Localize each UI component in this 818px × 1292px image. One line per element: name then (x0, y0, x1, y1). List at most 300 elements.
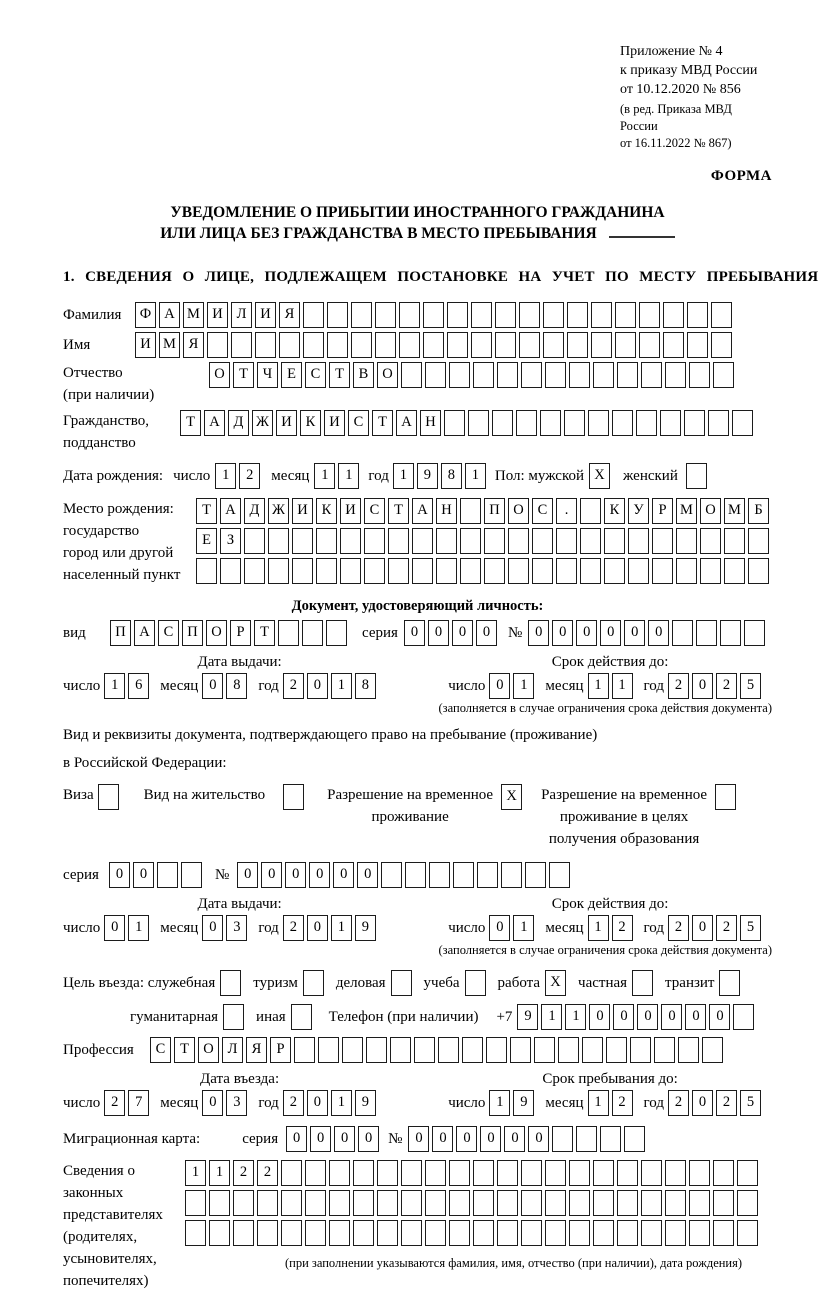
birth-place-box[interactable] (652, 558, 673, 584)
profession-box[interactable]: Р (270, 1037, 291, 1063)
birth-place-box[interactable] (508, 558, 529, 584)
purpose-private-box[interactable] (632, 970, 653, 996)
doc-type-box[interactable] (278, 620, 299, 646)
citizenship-box[interactable]: И (324, 410, 345, 436)
surname-box[interactable]: Ф (135, 302, 156, 328)
citizenship-box[interactable] (588, 410, 609, 436)
patronymic-box[interactable]: В (353, 362, 374, 388)
legal-representative-box[interactable] (545, 1190, 566, 1216)
profession-box[interactable] (462, 1037, 483, 1063)
citizenship-box[interactable]: Ж (252, 410, 273, 436)
birth-place-box[interactable] (292, 558, 313, 584)
legal-representative-box[interactable] (257, 1220, 278, 1246)
given-name-box[interactable] (687, 332, 708, 358)
residence-number-box[interactable] (549, 862, 570, 888)
residence-number-box[interactable] (525, 862, 546, 888)
profession-box[interactable] (558, 1037, 579, 1063)
doc-number-box[interactable]: 0 (600, 620, 621, 646)
stay-month-box[interactable]: 1 (588, 1090, 609, 1116)
doc-number-box[interactable]: 0 (552, 620, 573, 646)
doc-number-box[interactable] (720, 620, 741, 646)
purpose-official-box[interactable] (220, 970, 241, 996)
stay-year-box[interactable]: 2 (716, 1090, 737, 1116)
doc-type-box[interactable]: П (110, 620, 131, 646)
surname-box[interactable] (663, 302, 684, 328)
citizenship-box[interactable] (540, 410, 561, 436)
migration-number-box[interactable] (624, 1126, 645, 1152)
profession-box[interactable] (438, 1037, 459, 1063)
birth-place-box[interactable] (676, 558, 697, 584)
residence-valid-year-box[interactable]: 5 (740, 915, 761, 941)
legal-representative-box[interactable] (425, 1220, 446, 1246)
legal-representative-box[interactable] (281, 1190, 302, 1216)
purpose-business-box[interactable] (391, 970, 412, 996)
profession-box[interactable] (702, 1037, 723, 1063)
legal-representative-box[interactable] (377, 1190, 398, 1216)
doc-type-box[interactable]: А (134, 620, 155, 646)
phone-box[interactable]: 0 (685, 1004, 706, 1030)
phone-box[interactable]: 1 (565, 1004, 586, 1030)
profession-box[interactable] (606, 1037, 627, 1063)
given-name-box[interactable] (711, 332, 732, 358)
stay-day-box[interactable]: 9 (513, 1090, 534, 1116)
residence-number-box[interactable] (453, 862, 474, 888)
citizenship-box[interactable] (636, 410, 657, 436)
birth-place-box[interactable] (748, 528, 769, 554)
legal-representative-box[interactable] (281, 1160, 302, 1186)
doc-valid-year-box[interactable]: 2 (716, 673, 737, 699)
profession-box[interactable]: О (198, 1037, 219, 1063)
birth-place-box[interactable] (340, 528, 361, 554)
given-name-box[interactable] (231, 332, 252, 358)
doc-series-box[interactable]: 0 (452, 620, 473, 646)
doc-type-box[interactable] (326, 620, 347, 646)
legal-representative-box[interactable] (713, 1220, 734, 1246)
purpose-work-box[interactable]: X (545, 970, 566, 996)
residence-valid-year-box[interactable]: 2 (668, 915, 689, 941)
patronymic-box[interactable] (689, 362, 710, 388)
birth-day-box[interactable]: 1 (215, 463, 236, 489)
legal-representative-box[interactable] (473, 1220, 494, 1246)
birth-place-box[interactable]: П (484, 498, 505, 524)
residence-valid-year-box[interactable]: 2 (716, 915, 737, 941)
profession-box[interactable] (486, 1037, 507, 1063)
migration-number-box[interactable]: 0 (456, 1126, 477, 1152)
migration-number-box[interactable]: 0 (504, 1126, 525, 1152)
phone-box[interactable]: 1 (541, 1004, 562, 1030)
birth-place-box[interactable]: О (700, 498, 721, 524)
legal-representative-box[interactable] (353, 1190, 374, 1216)
doc-type-box[interactable]: Т (254, 620, 275, 646)
stay-year-box[interactable]: 2 (668, 1090, 689, 1116)
birth-place-box[interactable]: К (604, 498, 625, 524)
residence-number-box[interactable]: 0 (333, 862, 354, 888)
doc-number-box[interactable] (696, 620, 717, 646)
patronymic-box[interactable] (425, 362, 446, 388)
migration-series-box[interactable]: 0 (310, 1126, 331, 1152)
birth-place-box[interactable] (628, 528, 649, 554)
legal-representative-box[interactable] (569, 1160, 590, 1186)
citizenship-box[interactable] (660, 410, 681, 436)
birth-place-box[interactable]: У (628, 498, 649, 524)
profession-box[interactable] (366, 1037, 387, 1063)
phone-box[interactable]: 0 (709, 1004, 730, 1030)
surname-box[interactable] (423, 302, 444, 328)
birth-place-box[interactable] (412, 558, 433, 584)
surname-box[interactable] (591, 302, 612, 328)
residence-valid-month-box[interactable]: 2 (612, 915, 633, 941)
birth-place-box[interactable] (748, 558, 769, 584)
birth-place-box[interactable] (628, 558, 649, 584)
legal-representative-box[interactable] (641, 1220, 662, 1246)
legal-representative-box[interactable] (281, 1220, 302, 1246)
patronymic-box[interactable] (545, 362, 566, 388)
birth-month-box[interactable]: 1 (314, 463, 335, 489)
patronymic-box[interactable] (449, 362, 470, 388)
residence-issue-year-box[interactable]: 1 (331, 915, 352, 941)
birth-place-box[interactable]: И (292, 498, 313, 524)
birth-month-box[interactable]: 1 (338, 463, 359, 489)
profession-box[interactable] (582, 1037, 603, 1063)
legal-representative-box[interactable] (401, 1220, 422, 1246)
birth-place-box[interactable] (460, 528, 481, 554)
legal-representative-box[interactable] (401, 1160, 422, 1186)
doc-issue-month-box[interactable]: 0 (202, 673, 223, 699)
phone-box[interactable]: 0 (589, 1004, 610, 1030)
birth-place-box[interactable]: С (364, 498, 385, 524)
patronymic-box[interactable] (401, 362, 422, 388)
migration-number-box[interactable]: 0 (480, 1126, 501, 1152)
birth-place-box[interactable]: М (724, 498, 745, 524)
patronymic-box[interactable] (521, 362, 542, 388)
birth-place-box[interactable] (484, 558, 505, 584)
birth-place-box[interactable]: Ж (268, 498, 289, 524)
given-name-box[interactable] (591, 332, 612, 358)
doc-type-box[interactable]: Р (230, 620, 251, 646)
surname-box[interactable] (615, 302, 636, 328)
doc-issue-day-box[interactable]: 1 (104, 673, 125, 699)
surname-box[interactable]: М (183, 302, 204, 328)
legal-representative-box[interactable] (737, 1190, 758, 1216)
birth-place-box[interactable]: А (220, 498, 241, 524)
birth-place-box[interactable] (580, 558, 601, 584)
birth-place-box[interactable] (364, 528, 385, 554)
profession-box[interactable]: Я (246, 1037, 267, 1063)
surname-box[interactable] (567, 302, 588, 328)
birth-place-box[interactable] (604, 528, 625, 554)
stay-year-box[interactable]: 5 (740, 1090, 761, 1116)
legal-representative-box[interactable] (569, 1220, 590, 1246)
entry-day-box[interactable]: 2 (104, 1090, 125, 1116)
legal-representative-box[interactable] (641, 1190, 662, 1216)
legal-representative-box[interactable] (209, 1190, 230, 1216)
birth-place-box[interactable] (340, 558, 361, 584)
birth-year-box[interactable]: 8 (441, 463, 462, 489)
residence-number-box[interactable]: 0 (285, 862, 306, 888)
patronymic-box[interactable] (473, 362, 494, 388)
doc-type-box[interactable]: С (158, 620, 179, 646)
surname-box[interactable] (375, 302, 396, 328)
residence-valid-month-box[interactable]: 1 (588, 915, 609, 941)
doc-valid-year-box[interactable]: 0 (692, 673, 713, 699)
residence-series-box[interactable]: 0 (133, 862, 154, 888)
legal-representative-box[interactable] (353, 1160, 374, 1186)
surname-box[interactable] (351, 302, 372, 328)
doc-issue-year-box[interactable]: 8 (355, 673, 376, 699)
phone-box[interactable]: 9 (517, 1004, 538, 1030)
surname-box[interactable] (687, 302, 708, 328)
residence-valid-day-box[interactable]: 0 (489, 915, 510, 941)
surname-box[interactable]: Л (231, 302, 252, 328)
profession-box[interactable] (414, 1037, 435, 1063)
surname-box[interactable]: И (207, 302, 228, 328)
doc-issue-year-box[interactable]: 2 (283, 673, 304, 699)
residence-number-box[interactable]: 0 (309, 862, 330, 888)
purpose-other-box[interactable] (291, 1004, 312, 1030)
legal-representative-box[interactable] (665, 1220, 686, 1246)
birth-place-box[interactable] (388, 558, 409, 584)
profession-box[interactable] (630, 1037, 651, 1063)
surname-box[interactable] (471, 302, 492, 328)
migration-number-box[interactable] (576, 1126, 597, 1152)
legal-representative-box[interactable] (425, 1190, 446, 1216)
birth-place-box[interactable] (580, 498, 601, 524)
residence-number-box[interactable] (477, 862, 498, 888)
residence-number-box[interactable] (381, 862, 402, 888)
patronymic-box[interactable] (641, 362, 662, 388)
birth-place-box[interactable]: А (412, 498, 433, 524)
birth-year-box[interactable]: 9 (417, 463, 438, 489)
residence-valid-day-box[interactable]: 1 (513, 915, 534, 941)
surname-box[interactable]: И (255, 302, 276, 328)
migration-number-box[interactable] (600, 1126, 621, 1152)
birth-place-box[interactable]: З (220, 528, 241, 554)
birth-place-box[interactable] (700, 558, 721, 584)
birth-place-box[interactable] (388, 528, 409, 554)
legal-representative-box[interactable] (497, 1160, 518, 1186)
patronymic-box[interactable]: О (209, 362, 230, 388)
profession-box[interactable]: С (150, 1037, 171, 1063)
surname-box[interactable] (543, 302, 564, 328)
citizenship-box[interactable] (468, 410, 489, 436)
migration-number-box[interactable]: 0 (432, 1126, 453, 1152)
entry-year-box[interactable]: 1 (331, 1090, 352, 1116)
legal-representative-box[interactable] (617, 1220, 638, 1246)
legal-representative-box[interactable] (401, 1190, 422, 1216)
given-name-box[interactable]: Я (183, 332, 204, 358)
purpose-transit-box[interactable] (719, 970, 740, 996)
doc-number-box[interactable]: 0 (624, 620, 645, 646)
birth-year-box[interactable]: 1 (465, 463, 486, 489)
citizenship-box[interactable] (732, 410, 753, 436)
residence-number-box[interactable]: 0 (261, 862, 282, 888)
birth-place-box[interactable] (580, 528, 601, 554)
citizenship-box[interactable] (612, 410, 633, 436)
entry-month-box[interactable]: 0 (202, 1090, 223, 1116)
legal-representative-box[interactable] (233, 1220, 254, 1246)
profession-box[interactable] (294, 1037, 315, 1063)
stay-day-box[interactable]: 1 (489, 1090, 510, 1116)
given-name-box[interactable] (327, 332, 348, 358)
profession-box[interactable] (678, 1037, 699, 1063)
residence-number-box[interactable] (405, 862, 426, 888)
legal-representative-box[interactable] (713, 1160, 734, 1186)
stay-year-box[interactable]: 0 (692, 1090, 713, 1116)
residence-issue-day-box[interactable]: 1 (128, 915, 149, 941)
patronymic-box[interactable]: Т (329, 362, 350, 388)
legal-representative-box[interactable] (353, 1220, 374, 1246)
birth-place-box[interactable]: Т (196, 498, 217, 524)
residence-issue-day-box[interactable]: 0 (104, 915, 125, 941)
profession-box[interactable] (534, 1037, 555, 1063)
surname-box[interactable] (327, 302, 348, 328)
birth-place-box[interactable] (292, 528, 313, 554)
legal-representative-box[interactable] (689, 1160, 710, 1186)
birth-place-box[interactable] (604, 558, 625, 584)
given-name-box[interactable] (447, 332, 468, 358)
birth-place-box[interactable] (532, 528, 553, 554)
patronymic-box[interactable]: О (377, 362, 398, 388)
citizenship-box[interactable]: Н (420, 410, 441, 436)
surname-box[interactable] (639, 302, 660, 328)
legal-representative-box[interactable] (185, 1190, 206, 1216)
phone-box[interactable]: 0 (661, 1004, 682, 1030)
patronymic-box[interactable] (593, 362, 614, 388)
doc-valid-day-box[interactable]: 1 (513, 673, 534, 699)
sex-female-box[interactable] (686, 463, 707, 489)
doc-valid-month-box[interactable]: 1 (612, 673, 633, 699)
purpose-tourism-box[interactable] (303, 970, 324, 996)
birth-place-box[interactable]: С (532, 498, 553, 524)
doc-series-box[interactable]: 0 (476, 620, 497, 646)
purpose-humanitarian-box[interactable] (223, 1004, 244, 1030)
phone-box[interactable] (733, 1004, 754, 1030)
given-name-box[interactable] (279, 332, 300, 358)
legal-representative-box[interactable] (497, 1220, 518, 1246)
given-name-box[interactable]: И (135, 332, 156, 358)
birth-place-box[interactable] (724, 558, 745, 584)
residence-issue-month-box[interactable]: 0 (202, 915, 223, 941)
legal-representative-box[interactable] (473, 1190, 494, 1216)
legal-representative-box[interactable] (617, 1160, 638, 1186)
profession-box[interactable] (342, 1037, 363, 1063)
legal-representative-box[interactable] (449, 1220, 470, 1246)
residence-number-box[interactable] (429, 862, 450, 888)
legal-representative-box[interactable] (305, 1160, 326, 1186)
legal-representative-box[interactable] (689, 1220, 710, 1246)
birth-place-box[interactable] (556, 558, 577, 584)
patronymic-box[interactable] (617, 362, 638, 388)
given-name-box[interactable] (375, 332, 396, 358)
birth-place-box[interactable] (316, 558, 337, 584)
residence-number-box[interactable]: 0 (237, 862, 258, 888)
phone-box[interactable]: 0 (613, 1004, 634, 1030)
doc-type-box[interactable]: П (182, 620, 203, 646)
surname-box[interactable] (399, 302, 420, 328)
profession-box[interactable] (654, 1037, 675, 1063)
legal-representative-box[interactable] (521, 1190, 542, 1216)
profession-box[interactable] (318, 1037, 339, 1063)
legal-representative-box[interactable] (305, 1220, 326, 1246)
birth-place-box[interactable] (364, 558, 385, 584)
visa-box[interactable] (98, 784, 119, 810)
legal-representative-box[interactable] (497, 1190, 518, 1216)
legal-representative-box[interactable] (737, 1220, 758, 1246)
birth-place-box[interactable]: Д (244, 498, 265, 524)
legal-representative-box[interactable] (329, 1220, 350, 1246)
legal-representative-box[interactable]: 2 (233, 1160, 254, 1186)
birth-place-box[interactable]: Н (436, 498, 457, 524)
birth-place-box[interactable]: Б (748, 498, 769, 524)
patronymic-box[interactable]: Т (233, 362, 254, 388)
birth-place-box[interactable] (460, 558, 481, 584)
legal-representative-box[interactable] (665, 1160, 686, 1186)
stay-month-box[interactable]: 2 (612, 1090, 633, 1116)
doc-issue-year-box[interactable]: 0 (307, 673, 328, 699)
profession-box[interactable] (510, 1037, 531, 1063)
phone-box[interactable]: 0 (637, 1004, 658, 1030)
given-name-box[interactable] (423, 332, 444, 358)
patronymic-box[interactable] (497, 362, 518, 388)
legal-representative-box[interactable] (593, 1190, 614, 1216)
birth-place-box[interactable]: Т (388, 498, 409, 524)
birth-place-box[interactable] (700, 528, 721, 554)
legal-representative-box[interactable] (449, 1190, 470, 1216)
residence-number-box[interactable]: 0 (357, 862, 378, 888)
doc-series-box[interactable]: 0 (404, 620, 425, 646)
migration-series-box[interactable]: 0 (334, 1126, 355, 1152)
residence-series-box[interactable] (181, 862, 202, 888)
surname-box[interactable]: А (159, 302, 180, 328)
entry-day-box[interactable]: 7 (128, 1090, 149, 1116)
citizenship-box[interactable] (708, 410, 729, 436)
legal-representative-box[interactable] (449, 1160, 470, 1186)
doc-series-box[interactable]: 0 (428, 620, 449, 646)
legal-representative-box[interactable] (593, 1160, 614, 1186)
doc-valid-month-box[interactable]: 1 (588, 673, 609, 699)
citizenship-box[interactable] (564, 410, 585, 436)
citizenship-box[interactable]: А (396, 410, 417, 436)
legal-representative-box[interactable] (545, 1160, 566, 1186)
citizenship-box[interactable] (684, 410, 705, 436)
birth-place-box[interactable] (268, 558, 289, 584)
given-name-box[interactable] (471, 332, 492, 358)
doc-issue-year-box[interactable]: 1 (331, 673, 352, 699)
legal-representative-box[interactable] (521, 1220, 542, 1246)
sex-male-box[interactable]: X (589, 463, 610, 489)
legal-representative-box[interactable] (377, 1220, 398, 1246)
birth-place-box[interactable] (652, 528, 673, 554)
surname-box[interactable] (303, 302, 324, 328)
legal-representative-box[interactable] (521, 1160, 542, 1186)
residence-number-box[interactable] (501, 862, 522, 888)
patronymic-box[interactable] (569, 362, 590, 388)
birth-place-box[interactable] (436, 528, 457, 554)
profession-box[interactable]: Л (222, 1037, 243, 1063)
birth-day-box[interactable]: 2 (239, 463, 260, 489)
legal-representative-box[interactable] (689, 1190, 710, 1216)
citizenship-box[interactable]: Д (228, 410, 249, 436)
entry-month-box[interactable]: 3 (226, 1090, 247, 1116)
citizenship-box[interactable]: К (300, 410, 321, 436)
doc-number-box[interactable] (744, 620, 765, 646)
legal-representative-box[interactable] (425, 1160, 446, 1186)
migration-number-box[interactable] (552, 1126, 573, 1152)
legal-representative-box[interactable] (665, 1190, 686, 1216)
birth-place-box[interactable] (316, 528, 337, 554)
migration-series-box[interactable]: 0 (286, 1126, 307, 1152)
entry-year-box[interactable]: 2 (283, 1090, 304, 1116)
